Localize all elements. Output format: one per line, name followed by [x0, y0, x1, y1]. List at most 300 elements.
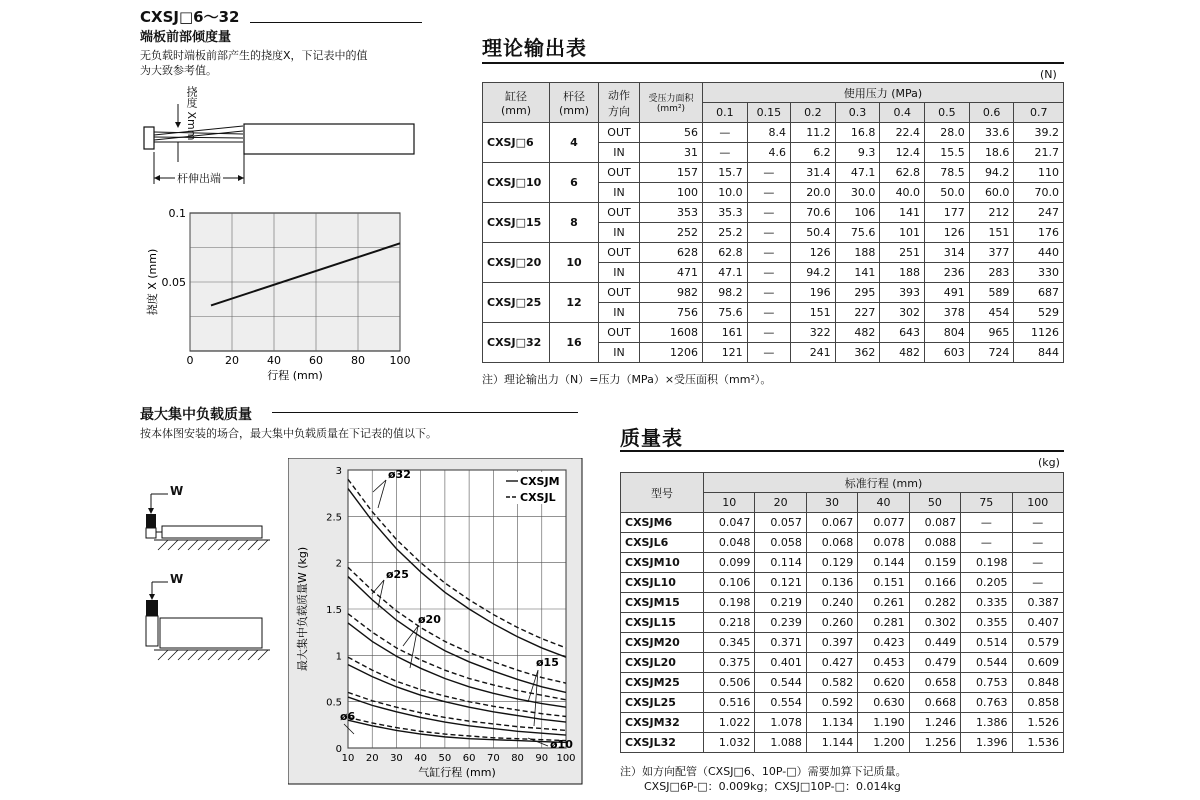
direction-cell: OUT — [599, 323, 640, 343]
y-tick-label: 0.5 — [326, 697, 342, 709]
value-cell: — — [747, 323, 790, 343]
area-cell: 1206 — [640, 343, 703, 363]
x-tick-label: 20 — [225, 354, 239, 367]
mass-value-cell: — — [1012, 513, 1063, 533]
value-cell: 241 — [791, 343, 836, 363]
value-cell: 151 — [969, 223, 1014, 243]
table-row — [621, 593, 1064, 613]
table-row — [483, 323, 1064, 343]
value-cell: 188 — [880, 263, 925, 283]
value-cell: 47.1 — [835, 163, 880, 183]
stroke-header: 75 — [961, 493, 1012, 513]
value-cell: 16.8 — [835, 123, 880, 143]
mass-value-cell: 0.198 — [961, 553, 1012, 573]
table-row — [621, 573, 1064, 593]
mass-value-cell: 0.609 — [1012, 653, 1063, 673]
mass-title-rule — [620, 450, 1064, 452]
mass-value-cell: 1.256 — [909, 733, 960, 753]
w-label-top: W — [170, 484, 184, 498]
mass-value-cell: 0.239 — [755, 613, 806, 633]
mass-value-cell: 0.427 — [806, 653, 857, 673]
deflection-desc-line1: 无负载时端板前部产生的挠度X，下记表中的值 — [140, 49, 368, 62]
output-unit: (N) — [1040, 68, 1057, 81]
table-row — [621, 553, 1064, 573]
value-cell: 687 — [1014, 283, 1064, 303]
mass-value-cell: 0.335 — [961, 593, 1012, 613]
mass-value-cell: 0.198 — [704, 593, 755, 613]
value-cell: 70.6 — [791, 203, 836, 223]
value-cell: 212 — [969, 203, 1014, 223]
x-tick-label: 0 — [186, 354, 194, 367]
mass-value-cell: 1.144 — [806, 733, 857, 753]
x-tick-label: 10 — [341, 753, 355, 764]
model-cell: CXSJ□20 — [483, 243, 550, 283]
value-cell: 151 — [791, 303, 836, 323]
mass-value-cell: 0.058 — [755, 533, 806, 553]
load-title-rule — [272, 412, 578, 413]
value-cell: — — [747, 283, 790, 303]
mass-value-cell: 0.514 — [961, 633, 1012, 653]
model-cell: CXSJ□25 — [483, 283, 550, 323]
value-cell: 60.0 — [969, 183, 1014, 203]
y-tick-label: 0.1 — [168, 207, 186, 220]
mass-value-cell: 0.047 — [704, 513, 755, 533]
value-cell: 283 — [969, 263, 1014, 283]
mass-value-cell: 0.205 — [961, 573, 1012, 593]
mass-value-cell: 0.068 — [806, 533, 857, 553]
value-cell: 75.6 — [835, 223, 880, 243]
table-row — [483, 123, 1064, 143]
mass-value-cell: 0.630 — [858, 693, 909, 713]
value-cell: 177 — [925, 203, 970, 223]
mass-value-cell: 0.453 — [858, 653, 909, 673]
x-tick-label: 60 — [309, 354, 323, 367]
area-cell: 353 — [640, 203, 703, 223]
value-cell: 9.3 — [835, 143, 880, 163]
mass-value-cell: — — [961, 513, 1012, 533]
mass-model-cell: CXSJL6 — [621, 533, 704, 553]
direction-cell: OUT — [599, 283, 640, 303]
x-tick-label: 50 — [438, 753, 452, 764]
curve-label: ø10 — [550, 738, 573, 751]
y-axis-label: 挠度 X (mm) — [146, 248, 159, 316]
mass-value-cell: 0.260 — [806, 613, 857, 633]
mass-value-cell: 0.282 — [909, 593, 960, 613]
y-tick-label: 1.5 — [326, 605, 342, 616]
area-cell: 31 — [640, 143, 703, 163]
table-row — [483, 163, 1064, 183]
mass-value-cell: 1.078 — [755, 713, 806, 733]
sketch-label-deflection: 挠度 Xmm — [185, 86, 198, 141]
value-cell: 295 — [835, 283, 880, 303]
mass-model-cell: CXSJM6 — [621, 513, 704, 533]
x-tick-label: 80 — [511, 753, 524, 764]
area-cell: 628 — [640, 243, 703, 263]
mass-value-cell: 0.658 — [909, 673, 960, 693]
mass-value-cell: 0.753 — [961, 673, 1012, 693]
title-rule — [250, 22, 422, 23]
mass-value-cell: 0.407 — [1012, 613, 1063, 633]
mass-value-cell: 0.544 — [961, 653, 1012, 673]
pressure-header: 0.1 — [703, 103, 748, 123]
stroke-header: 30 — [806, 493, 857, 513]
value-cell: 98.2 — [703, 283, 748, 303]
value-cell: 322 — [791, 323, 836, 343]
value-cell: 106 — [835, 203, 880, 223]
mass-value-cell: 0.281 — [858, 613, 909, 633]
mass-value-cell: 0.219 — [755, 593, 806, 613]
value-cell: 47.1 — [703, 263, 748, 283]
mass-value-cell: 1.386 — [961, 713, 1012, 733]
value-cell: 844 — [1014, 343, 1064, 363]
mass-value-cell: 1.088 — [755, 733, 806, 753]
area-cell: 157 — [640, 163, 703, 183]
x-tick-label: 60 — [462, 753, 476, 764]
mass-value-cell: 1.134 — [806, 713, 857, 733]
mass-value-cell: 0.067 — [806, 513, 857, 533]
x-tick-label: 40 — [267, 354, 281, 367]
value-cell: 176 — [1014, 223, 1064, 243]
value-cell: 529 — [1014, 303, 1064, 323]
value-cell: 393 — [880, 283, 925, 303]
value-cell: 482 — [835, 323, 880, 343]
mass-model-header: 型号 — [621, 473, 704, 513]
area-cell: 982 — [640, 283, 703, 303]
mass-value-cell: 0.423 — [858, 633, 909, 653]
stroke-header: 10 — [704, 493, 755, 513]
value-cell: — — [747, 203, 790, 223]
table-row — [621, 733, 1064, 753]
output-table-title: 理论输出表 — [482, 36, 587, 60]
mass-value-cell: 0.077 — [858, 513, 909, 533]
value-cell: 126 — [925, 223, 970, 243]
value-cell: 110 — [1014, 163, 1064, 183]
table-row — [621, 513, 1064, 533]
value-cell: 227 — [835, 303, 880, 323]
value-cell: 15.7 — [703, 163, 748, 183]
value-cell: 8.4 — [747, 123, 790, 143]
value-cell: 589 — [969, 283, 1014, 303]
value-cell: 126 — [791, 243, 836, 263]
value-cell: 251 — [880, 243, 925, 263]
mass-value-cell: 0.240 — [806, 593, 857, 613]
mass-value-cell: 0.144 — [858, 553, 909, 573]
pressure-header: 0.6 — [969, 103, 1014, 123]
rod-cell: 8 — [550, 203, 599, 243]
output-note: 注）理论输出力（N）=压力（MPa）×受压面积（mm²）。 — [482, 373, 772, 386]
value-cell: 21.7 — [1014, 143, 1064, 163]
mass-value-cell: 0.088 — [909, 533, 960, 553]
value-cell: 141 — [835, 263, 880, 283]
deflection-subtitle: 端板前部倾度量 — [140, 30, 232, 45]
mass-value-cell: 0.345 — [704, 633, 755, 653]
value-cell: 78.5 — [925, 163, 970, 183]
deflection-desc-line2: 为大致参考值。 — [140, 64, 217, 77]
mass-note-2: CXSJ□6P-□：0.009kg；CXSJ□10P-□：0.014kg — [644, 780, 901, 793]
mass-value-cell: 0.078 — [858, 533, 909, 553]
mass-value-cell: 0.763 — [961, 693, 1012, 713]
value-cell: — — [703, 123, 748, 143]
value-cell: 70.0 — [1014, 183, 1064, 203]
mass-model-cell: CXSJL32 — [621, 733, 704, 753]
pressure-header: 0.5 — [925, 103, 970, 123]
mass-value-cell: — — [1012, 573, 1063, 593]
value-cell: 965 — [969, 323, 1014, 343]
mass-value-cell: 1.200 — [858, 733, 909, 753]
value-cell: 1126 — [1014, 323, 1064, 343]
col-dir-header: 动作 方向 — [599, 83, 640, 123]
mass-model-cell: CXSJL10 — [621, 573, 704, 593]
mass-value-cell: 0.401 — [755, 653, 806, 673]
y-axis-label: 最大集中负载质量W (kg) — [296, 546, 309, 672]
pressure-header: 0.4 — [880, 103, 925, 123]
mass-table-title: 质量表 — [620, 426, 683, 450]
mass-model-cell: CXSJM32 — [621, 713, 704, 733]
area-cell: 471 — [640, 263, 703, 283]
mass-value-cell: — — [1012, 533, 1063, 553]
value-cell: 94.2 — [791, 263, 836, 283]
curve-label: ø32 — [388, 468, 411, 481]
load-chart — [288, 458, 584, 786]
mass-model-cell: CXSJM25 — [621, 673, 704, 693]
mass-value-cell: 0.151 — [858, 573, 909, 593]
rod-cell: 4 — [550, 123, 599, 163]
rod-cell: 12 — [550, 283, 599, 323]
value-cell: 378 — [925, 303, 970, 323]
mass-value-cell: — — [1012, 553, 1063, 573]
value-cell: 377 — [969, 243, 1014, 263]
direction-cell: IN — [599, 343, 640, 363]
legend-label: CXSJM — [520, 475, 560, 488]
mass-value-cell: 0.136 — [806, 573, 857, 593]
stroke-header: 100 — [1012, 493, 1063, 513]
direction-cell: OUT — [599, 163, 640, 183]
mass-value-cell: 1.032 — [704, 733, 755, 753]
stroke-header: 40 — [858, 493, 909, 513]
value-cell: 12.4 — [880, 143, 925, 163]
table-row — [621, 693, 1064, 713]
mass-table — [620, 472, 1064, 753]
value-cell: 362 — [835, 343, 880, 363]
mass-value-cell: 0.506 — [704, 673, 755, 693]
value-cell: 121 — [703, 343, 748, 363]
mass-value-cell: 0.218 — [704, 613, 755, 633]
value-cell: 30.0 — [835, 183, 880, 203]
rod-cell: 10 — [550, 243, 599, 283]
value-cell: 804 — [925, 323, 970, 343]
mass-value-cell: — — [961, 533, 1012, 553]
deflection-title: CXSJ□6～32 — [140, 8, 240, 26]
value-cell: 15.5 — [925, 143, 970, 163]
mass-value-cell: 0.848 — [1012, 673, 1063, 693]
x-tick-label: 80 — [351, 354, 365, 367]
x-tick-label: 40 — [414, 753, 428, 764]
value-cell: 10.0 — [703, 183, 748, 203]
value-cell: 196 — [791, 283, 836, 303]
load-desc: 按本体图安装的场合，最大集中负载质量在下记表的值以下。 — [140, 427, 437, 440]
value-cell: 50.4 — [791, 223, 836, 243]
direction-cell: IN — [599, 263, 640, 283]
legend-label: CXSJL — [520, 491, 556, 504]
y-tick-label: 3 — [335, 466, 342, 477]
mass-value-cell: 0.858 — [1012, 693, 1063, 713]
value-cell: 50.0 — [925, 183, 970, 203]
value-cell: 22.4 — [880, 123, 925, 143]
mass-value-cell: 0.516 — [704, 693, 755, 713]
mass-model-cell: CXSJM20 — [621, 633, 704, 653]
value-cell: 491 — [925, 283, 970, 303]
mass-value-cell: 0.057 — [755, 513, 806, 533]
mass-value-cell: 0.106 — [704, 573, 755, 593]
area-cell: 756 — [640, 303, 703, 323]
curve-label: ø15 — [536, 656, 559, 669]
model-cell: CXSJ□15 — [483, 203, 550, 243]
sketch-label-rod: 杆伸出端 — [177, 172, 221, 185]
value-cell: 33.6 — [969, 123, 1014, 143]
value-cell: 161 — [703, 323, 748, 343]
col-rod-header: 杆径 (mm) — [550, 83, 599, 123]
mass-value-cell: 0.544 — [755, 673, 806, 693]
value-cell: 247 — [1014, 203, 1064, 223]
mass-value-cell: 0.121 — [755, 573, 806, 593]
mass-value-cell: 0.668 — [909, 693, 960, 713]
direction-cell: IN — [599, 143, 640, 163]
value-cell: 75.6 — [703, 303, 748, 323]
w-label-bottom: W — [170, 572, 184, 586]
curve-label: ø25 — [386, 568, 409, 581]
direction-cell: OUT — [599, 203, 640, 223]
x-tick-label: 100 — [556, 753, 576, 764]
table-row — [621, 673, 1064, 693]
value-cell: 643 — [880, 323, 925, 343]
mass-value-cell: 0.375 — [704, 653, 755, 673]
mass-value-cell: 0.087 — [909, 513, 960, 533]
value-cell: — — [747, 223, 790, 243]
value-cell: — — [747, 183, 790, 203]
value-cell: 603 — [925, 343, 970, 363]
rod-cell: 16 — [550, 323, 599, 363]
value-cell: 28.0 — [925, 123, 970, 143]
value-cell: 440 — [1014, 243, 1064, 263]
value-cell: 62.8 — [703, 243, 748, 263]
value-cell: 314 — [925, 243, 970, 263]
mass-value-cell: 0.048 — [704, 533, 755, 553]
value-cell: 4.6 — [747, 143, 790, 163]
mass-value-cell: 1.190 — [858, 713, 909, 733]
value-cell: 236 — [925, 263, 970, 283]
mass-value-cell: 0.397 — [806, 633, 857, 653]
mass-value-cell: 0.099 — [704, 553, 755, 573]
mass-value-cell: 1.536 — [1012, 733, 1063, 753]
value-cell: 330 — [1014, 263, 1064, 283]
table-row — [621, 653, 1064, 673]
value-cell: 6.2 — [791, 143, 836, 163]
value-cell: 11.2 — [791, 123, 836, 143]
mass-value-cell: 0.582 — [806, 673, 857, 693]
mounting-sketch — [138, 478, 278, 678]
col-bore-header: 缸径 (mm) — [483, 83, 550, 123]
value-cell: — — [747, 343, 790, 363]
value-cell: 18.6 — [969, 143, 1014, 163]
direction-cell: OUT — [599, 243, 640, 263]
x-axis-label: 行程 (mm) — [267, 369, 323, 382]
mass-value-cell: 0.114 — [755, 553, 806, 573]
table-row — [483, 203, 1064, 223]
curve-label: ø6 — [340, 710, 356, 723]
mass-value-cell: 0.159 — [909, 553, 960, 573]
model-cell: CXSJ□10 — [483, 163, 550, 203]
mass-value-cell: 1.396 — [961, 733, 1012, 753]
mass-value-cell: 0.261 — [858, 593, 909, 613]
mass-value-cell: 0.129 — [806, 553, 857, 573]
rod-cell: 6 — [550, 163, 599, 203]
mass-note-1: 注）如方向配管（CXSJ□6、10P-□）需要加算下记质量。 — [620, 765, 907, 778]
value-cell: 101 — [880, 223, 925, 243]
direction-cell: OUT — [599, 123, 640, 143]
value-cell: 62.8 — [880, 163, 925, 183]
value-cell: — — [747, 243, 790, 263]
area-cell: 252 — [640, 223, 703, 243]
mass-value-cell: 0.166 — [909, 573, 960, 593]
mass-value-cell: 0.371 — [755, 633, 806, 653]
mass-model-cell: CXSJL25 — [621, 693, 704, 713]
value-cell: 454 — [969, 303, 1014, 323]
value-cell: 94.2 — [969, 163, 1014, 183]
mass-value-cell: 1.022 — [704, 713, 755, 733]
y-tick-label: 1 — [335, 651, 342, 663]
value-cell: 35.3 — [703, 203, 748, 223]
value-cell: — — [747, 163, 790, 183]
table-row — [621, 713, 1064, 733]
x-tick-label: 90 — [535, 753, 549, 764]
deflection-chart — [140, 203, 430, 388]
mass-value-cell: 0.579 — [1012, 633, 1063, 653]
mass-value-cell: 0.387 — [1012, 593, 1063, 613]
mass-value-cell: 0.449 — [909, 633, 960, 653]
direction-cell: IN — [599, 223, 640, 243]
value-cell: 302 — [880, 303, 925, 323]
mass-model-cell: CXSJL20 — [621, 653, 704, 673]
pressure-header: 0.3 — [835, 103, 880, 123]
x-tick-label: 70 — [486, 753, 500, 764]
mass-value-cell: 0.302 — [909, 613, 960, 633]
pressure-header: 0.7 — [1014, 103, 1064, 123]
value-cell: 31.4 — [791, 163, 836, 183]
table-row — [483, 283, 1064, 303]
mass-model-cell: CXSJM15 — [621, 593, 704, 613]
y-tick-label: 0.05 — [161, 276, 186, 289]
value-cell: — — [747, 303, 790, 323]
table-row — [621, 533, 1064, 553]
value-cell: 188 — [835, 243, 880, 263]
mass-model-cell: CXSJL15 — [621, 613, 704, 633]
mass-value-cell: 0.554 — [755, 693, 806, 713]
mass-model-cell: CXSJM10 — [621, 553, 704, 573]
stroke-header: 50 — [909, 493, 960, 513]
table-row — [483, 243, 1064, 263]
direction-cell: IN — [599, 183, 640, 203]
output-title-rule — [482, 62, 1064, 64]
area-cell: 100 — [640, 183, 703, 203]
col-pressure-header: 使用压力 (MPa) — [703, 83, 1064, 103]
mass-value-cell: 0.592 — [806, 693, 857, 713]
mass-value-cell: 0.355 — [961, 613, 1012, 633]
value-cell: 482 — [880, 343, 925, 363]
value-cell: 141 — [880, 203, 925, 223]
area-cell: 1608 — [640, 323, 703, 343]
x-tick-label: 30 — [390, 753, 403, 764]
output-table — [482, 82, 1064, 363]
